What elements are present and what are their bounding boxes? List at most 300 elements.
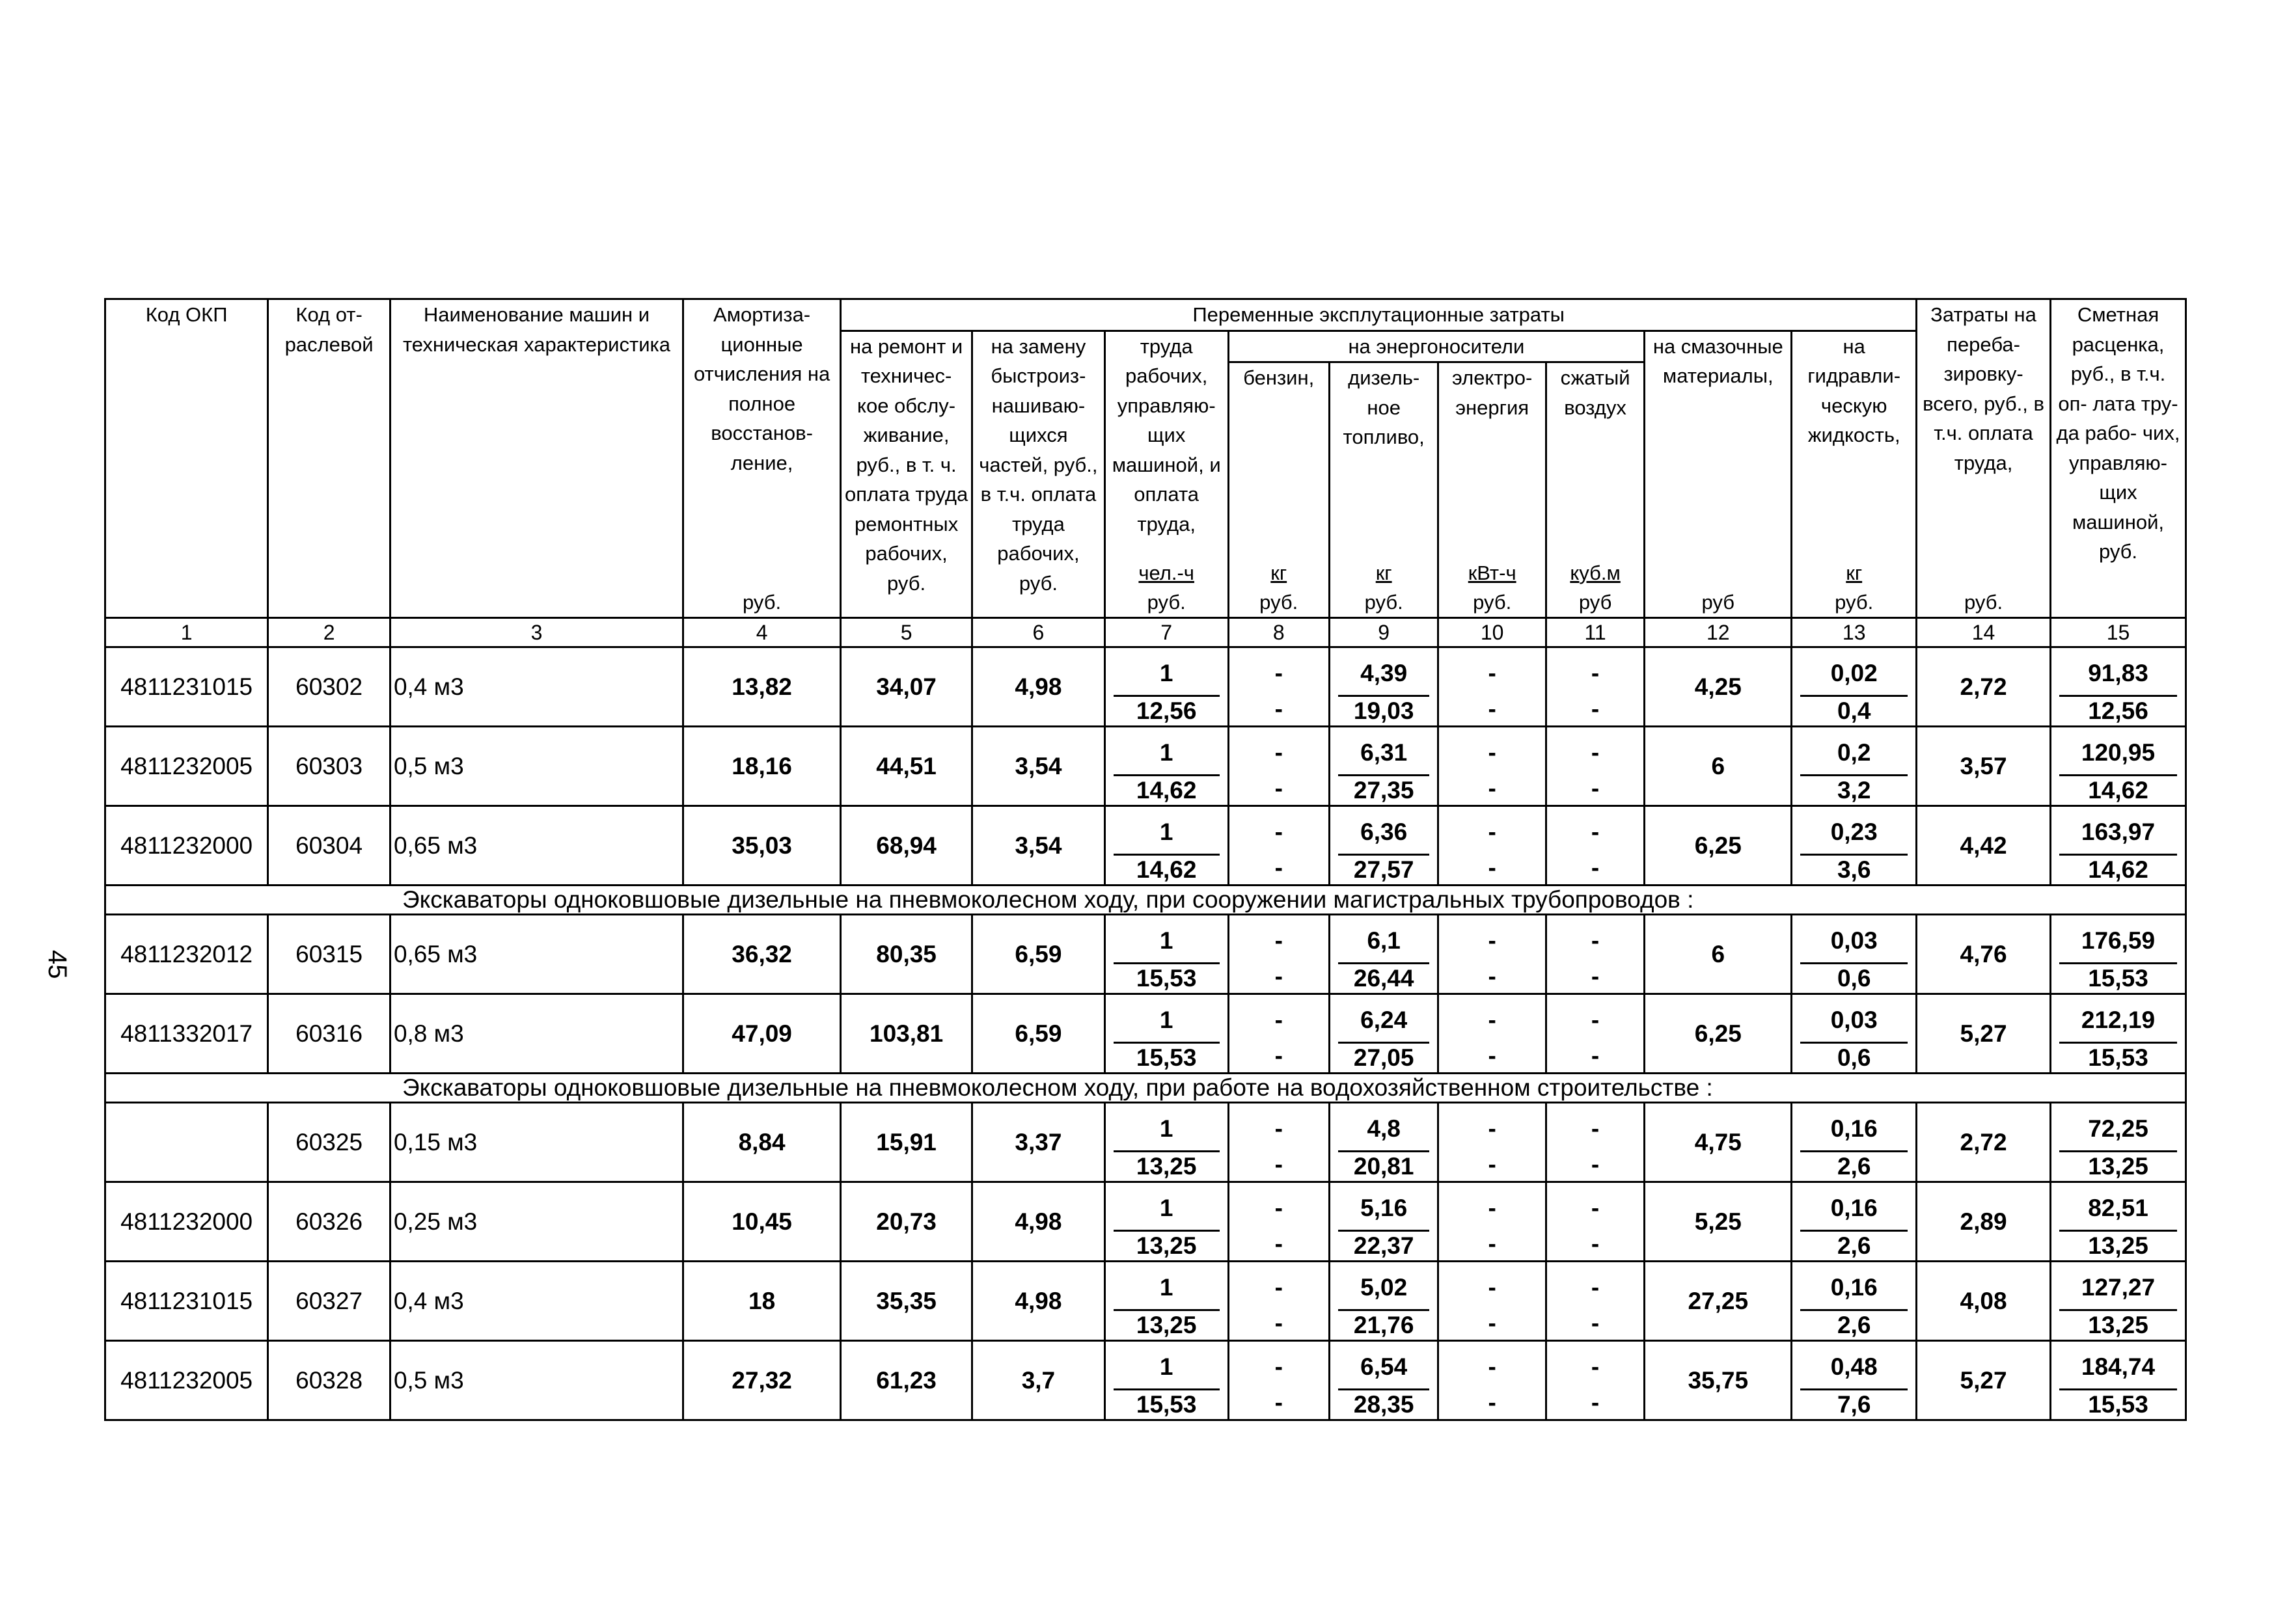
header-petrol <box>1228 362 1329 618</box>
page-number: 45 <box>43 950 72 979</box>
air-cost-bottom: - <box>1591 854 1600 881</box>
labor-cost <box>1104 727 1228 806</box>
parts-cost: 4,98 <box>972 1262 1105 1341</box>
hydraulic-cost-bottom: 3,6 <box>1837 856 1871 883</box>
amortization: 13,82 <box>683 647 841 727</box>
okp-code: 4811231015 <box>105 647 268 727</box>
column-number: 3 <box>390 618 683 647</box>
electricity-cost-top: - <box>1488 660 1496 686</box>
hydraulic-cost-bottom: 2,6 <box>1837 1153 1871 1180</box>
hydraulic-cost <box>1792 1103 1917 1182</box>
column-number: 15 <box>2050 618 2186 647</box>
electricity-cost <box>1438 1182 1546 1262</box>
relocation-cost: 2,89 <box>1917 1182 2051 1262</box>
air-cost-bottom: - <box>1591 1310 1600 1336</box>
hydraulic-cost-top: 0,16 <box>1800 1262 1908 1311</box>
amortization: 36,32 <box>683 915 841 994</box>
petrol-cost-top: - <box>1274 1353 1283 1380</box>
header-total: Сметная расценка, руб., в т.ч. оп- лата тру- да рабо- чих, управляю- щих машиной, руб. <box>2050 299 2186 618</box>
table-row <box>105 1262 2186 1341</box>
hydraulic-cost-top: 0,48 <box>1800 1342 1908 1390</box>
air-cost <box>1546 727 1644 806</box>
electricity-cost <box>1438 727 1546 806</box>
machine-name: 0,5 м3 <box>390 1341 683 1420</box>
labor-cost-bottom: 14,62 <box>1136 856 1197 883</box>
air-cost-bottom: - <box>1591 1151 1600 1178</box>
total-rate-bottom: 13,25 <box>2088 1312 2148 1338</box>
relocation-cost: 4,76 <box>1917 915 2051 994</box>
diesel-cost <box>1329 994 1438 1074</box>
okp-code <box>105 1103 268 1182</box>
diesel-cost-top: 6,24 <box>1338 995 1430 1044</box>
petrol-cost <box>1228 1182 1329 1262</box>
column-number: 7 <box>1104 618 1228 647</box>
petrol-cost-bottom: - <box>1274 696 1283 722</box>
branch-code: 60316 <box>268 994 391 1074</box>
labor-cost-bottom: 15,53 <box>1136 1391 1197 1418</box>
relocation-cost: 3,57 <box>1917 727 2051 806</box>
section-title: Экскаваторы одноковшовые дизельные на пневмоколесном ходу, при работе на водохозяйственном строительстве : <box>105 1074 2186 1103</box>
diesel-cost-bottom: 27,35 <box>1353 777 1414 804</box>
hydraulic-cost-bottom: 0,4 <box>1837 697 1871 724</box>
petrol-cost-bottom: - <box>1274 1310 1283 1336</box>
branch-code: 60315 <box>268 915 391 994</box>
header-relocation-unit: руб. <box>1964 590 2003 614</box>
total-rate <box>2050 915 2186 994</box>
header-labor-unit-top: чел.-ч <box>1138 561 1194 584</box>
electricity-cost <box>1438 1103 1546 1182</box>
labor-cost-top: 1 <box>1114 648 1220 697</box>
header-labor-text: труда рабочих, управляю- щих машиной, и оплата труда, <box>1112 334 1221 535</box>
diesel-cost-bottom: 20,81 <box>1353 1153 1414 1180</box>
header-name: Наименование машин и техническая характеристика <box>390 299 683 618</box>
okp-code: 4811232005 <box>105 727 268 806</box>
header-amortization-unit: руб. <box>743 590 782 614</box>
header-air <box>1546 362 1644 618</box>
labor-cost-top: 1 <box>1114 1183 1220 1232</box>
total-rate-bottom: 14,62 <box>2088 777 2148 804</box>
total-rate-top: 184,74 <box>2059 1342 2177 1390</box>
hydraulic-cost <box>1792 915 1917 994</box>
repair-cost: 68,94 <box>841 806 972 886</box>
table-row <box>105 915 2186 994</box>
petrol-cost-bottom: - <box>1274 1042 1283 1069</box>
labor-cost-bottom: 15,53 <box>1136 1044 1197 1071</box>
branch-code: 60326 <box>268 1182 391 1262</box>
header-diesel <box>1329 362 1438 618</box>
petrol-cost-bottom: - <box>1274 854 1283 881</box>
labor-cost <box>1104 1182 1228 1262</box>
repair-cost: 44,51 <box>841 727 972 806</box>
total-rate-bottom: 15,53 <box>2088 965 2148 992</box>
header-petrol-unit-top: кг <box>1270 561 1287 584</box>
column-number: 2 <box>268 618 391 647</box>
column-number: 11 <box>1546 618 1644 647</box>
okp-code: 4811232000 <box>105 1182 268 1262</box>
column-number: 12 <box>1645 618 1792 647</box>
diesel-cost <box>1329 806 1438 886</box>
machine-name: 0,5 м3 <box>390 727 683 806</box>
header-electricity <box>1438 362 1546 618</box>
air-cost-bottom: - <box>1591 1042 1600 1069</box>
electricity-cost-bottom: - <box>1488 1389 1496 1416</box>
total-rate-top: 176,59 <box>2059 915 2177 964</box>
amortization: 18,16 <box>683 727 841 806</box>
electricity-cost <box>1438 806 1546 886</box>
hydraulic-cost <box>1792 994 1917 1074</box>
diesel-cost <box>1329 1341 1438 1420</box>
header-amortization-text: Амортиза- ционные отчисления на полное восстанов- ление, <box>693 303 830 474</box>
relocation-cost: 2,72 <box>1917 647 2051 727</box>
electricity-cost-bottom: - <box>1488 775 1496 802</box>
air-cost <box>1546 915 1644 994</box>
hydraulic-cost-top: 0,2 <box>1800 727 1908 776</box>
petrol-cost-top: - <box>1274 927 1283 954</box>
electricity-cost <box>1438 1262 1546 1341</box>
electricity-cost-top: - <box>1488 927 1496 954</box>
air-cost <box>1546 1103 1644 1182</box>
parts-cost: 3,7 <box>972 1341 1105 1420</box>
header-electricity-unit-top: кВт-ч <box>1468 561 1516 584</box>
diesel-cost <box>1329 1103 1438 1182</box>
header-energy: на энергоносители <box>1228 331 1645 362</box>
header-petrol-text: бензин, <box>1243 366 1315 389</box>
total-rate-top: 120,95 <box>2059 727 2177 776</box>
parts-cost: 4,98 <box>972 647 1105 727</box>
branch-code: 60302 <box>268 647 391 727</box>
air-cost-top: - <box>1591 1115 1600 1142</box>
amortization: 10,45 <box>683 1182 841 1262</box>
okp-code: 4811232005 <box>105 1341 268 1420</box>
air-cost <box>1546 1182 1644 1262</box>
header-okp: Код ОКП <box>105 299 268 618</box>
diesel-cost <box>1329 915 1438 994</box>
total-rate <box>2050 1182 2186 1262</box>
petrol-cost <box>1228 806 1329 886</box>
header-hydraulic-unit-top: кг <box>1846 561 1863 584</box>
air-cost-bottom: - <box>1591 696 1600 722</box>
hydraulic-cost-bottom: 0,6 <box>1837 965 1871 992</box>
relocation-cost: 2,72 <box>1917 1103 2051 1182</box>
electricity-cost-bottom: - <box>1488 1310 1496 1336</box>
air-cost-top: - <box>1591 1195 1600 1221</box>
labor-cost <box>1104 915 1228 994</box>
table-row <box>105 1341 2186 1420</box>
branch-code: 60328 <box>268 1341 391 1420</box>
diesel-cost-top: 5,02 <box>1338 1262 1430 1311</box>
petrol-cost-bottom: - <box>1274 775 1283 802</box>
table-row <box>105 727 2186 806</box>
amortization: 35,03 <box>683 806 841 886</box>
header-electricity-unit-bot: руб. <box>1473 590 1512 614</box>
header-labor-unit-bot: руб. <box>1147 590 1186 614</box>
header-diesel-text: дизель- ное топливо, <box>1343 366 1425 448</box>
column-number: 4 <box>683 618 841 647</box>
branch-code: 60325 <box>268 1103 391 1182</box>
hydraulic-cost <box>1792 647 1917 727</box>
total-rate <box>2050 1262 2186 1341</box>
repair-cost: 103,81 <box>841 994 972 1074</box>
diesel-cost-top: 6,1 <box>1338 915 1430 964</box>
column-number: 1 <box>105 618 268 647</box>
amortization: 27,32 <box>683 1341 841 1420</box>
lube-cost: 6 <box>1645 915 1792 994</box>
petrol-cost <box>1228 994 1329 1074</box>
hydraulic-cost-top: 0,02 <box>1800 648 1908 697</box>
machine-name: 0,65 м3 <box>390 915 683 994</box>
air-cost-top: - <box>1591 1353 1600 1380</box>
diesel-cost <box>1329 1182 1438 1262</box>
column-number: 9 <box>1329 618 1438 647</box>
air-cost-top: - <box>1591 739 1600 766</box>
section-row <box>105 886 2186 915</box>
column-number: 5 <box>841 618 972 647</box>
electricity-cost-bottom: - <box>1488 963 1496 990</box>
column-numbers <box>105 618 2186 647</box>
repair-cost: 35,35 <box>841 1262 972 1341</box>
header-repair: на ремонт и техничес- кое обслу- живание, руб., в т. ч. оплата труда ремонтных рабочих, руб. <box>841 331 972 618</box>
total-rate-bottom: 15,53 <box>2088 1391 2148 1418</box>
electricity-cost <box>1438 1341 1546 1420</box>
air-cost-top: - <box>1591 819 1600 845</box>
air-cost-bottom: - <box>1591 1389 1600 1416</box>
header-amortization <box>683 299 841 618</box>
labor-cost <box>1104 806 1228 886</box>
relocation-cost: 4,42 <box>1917 806 2051 886</box>
total-rate <box>2050 994 2186 1074</box>
petrol-cost-bottom: - <box>1274 1151 1283 1178</box>
petrol-cost-bottom: - <box>1274 1230 1283 1257</box>
machine-cost-table <box>104 298 2187 1421</box>
amortization: 8,84 <box>683 1103 841 1182</box>
header-hydraulic-text: на гидравли- ческую жидкость, <box>1807 334 1901 446</box>
total-rate-top: 127,27 <box>2059 1262 2177 1311</box>
machine-name: 0,15 м3 <box>390 1103 683 1182</box>
lube-cost: 5,25 <box>1645 1182 1792 1262</box>
header-lube-unit: руб <box>1701 590 1735 614</box>
diesel-cost-bottom: 27,05 <box>1353 1044 1414 1071</box>
header-hydraulic <box>1792 331 1917 618</box>
repair-cost: 15,91 <box>841 1103 972 1182</box>
header-parts: на замену быстроиз- нашиваю- щихся частей, руб., в т.ч. оплата труда рабочих, руб. <box>972 331 1105 618</box>
petrol-cost-top: - <box>1274 739 1283 766</box>
table-body <box>105 647 2186 1420</box>
parts-cost: 6,59 <box>972 994 1105 1074</box>
air-cost-top: - <box>1591 1007 1600 1033</box>
petrol-cost <box>1228 1341 1329 1420</box>
air-cost-top: - <box>1591 1274 1600 1301</box>
parts-cost: 3,54 <box>972 806 1105 886</box>
hydraulic-cost-bottom: 2,6 <box>1837 1312 1871 1338</box>
electricity-cost <box>1438 994 1546 1074</box>
labor-cost-bottom: 14,62 <box>1136 777 1197 804</box>
branch-code: 60327 <box>268 1262 391 1341</box>
petrol-cost <box>1228 1103 1329 1182</box>
total-rate <box>2050 806 2186 886</box>
electricity-cost-bottom: - <box>1488 696 1496 722</box>
total-rate-top: 212,19 <box>2059 995 2177 1044</box>
header-labor <box>1104 331 1228 618</box>
labor-cost-bottom: 13,25 <box>1136 1153 1197 1180</box>
lube-cost: 6,25 <box>1645 994 1792 1074</box>
lube-cost: 4,25 <box>1645 647 1792 727</box>
electricity-cost-top: - <box>1488 819 1496 845</box>
diesel-cost-bottom: 26,44 <box>1353 965 1414 992</box>
hydraulic-cost-top: 0,03 <box>1800 915 1908 964</box>
parts-cost: 4,98 <box>972 1182 1105 1262</box>
column-number: 6 <box>972 618 1105 647</box>
petrol-cost <box>1228 727 1329 806</box>
petrol-cost-top: - <box>1274 1007 1283 1033</box>
hydraulic-cost <box>1792 806 1917 886</box>
diesel-cost-top: 4,39 <box>1338 648 1430 697</box>
electricity-cost-bottom: - <box>1488 1151 1496 1178</box>
total-rate-top: 72,25 <box>2059 1103 2177 1152</box>
hydraulic-cost-bottom: 3,2 <box>1837 777 1871 804</box>
labor-cost <box>1104 1341 1228 1420</box>
header-electricity-text: электро- энергия <box>1451 366 1533 419</box>
column-number: 13 <box>1792 618 1917 647</box>
okp-code: 4811232000 <box>105 806 268 886</box>
section-title: Экскаваторы одноковшовые дизельные на пневмоколесном ходу, при сооружении магистральных трубопроводов : <box>105 886 2186 915</box>
hydraulic-cost-bottom: 0,6 <box>1837 1044 1871 1071</box>
column-number: 14 <box>1917 618 2051 647</box>
total-rate-bottom: 13,25 <box>2088 1232 2148 1259</box>
machine-name: 0,8 м3 <box>390 994 683 1074</box>
labor-cost-top: 1 <box>1114 1342 1220 1390</box>
parts-cost: 3,37 <box>972 1103 1105 1182</box>
header-lube-text: на смазочные материалы, <box>1652 334 1783 387</box>
petrol-cost-top: - <box>1274 660 1283 686</box>
okp-code: 4811232012 <box>105 915 268 994</box>
okp-code: 4811231015 <box>105 1262 268 1341</box>
air-cost <box>1546 1262 1644 1341</box>
repair-cost: 20,73 <box>841 1182 972 1262</box>
machine-name: 0,4 м3 <box>390 647 683 727</box>
parts-cost: 3,54 <box>972 727 1105 806</box>
petrol-cost-top: - <box>1274 1115 1283 1142</box>
column-number: 8 <box>1228 618 1329 647</box>
total-rate-bottom: 15,53 <box>2088 1044 2148 1071</box>
petrol-cost-top: - <box>1274 1195 1283 1221</box>
total-rate <box>2050 727 2186 806</box>
electricity-cost-top: - <box>1488 1195 1496 1221</box>
relocation-cost: 5,27 <box>1917 1341 2051 1420</box>
repair-cost: 80,35 <box>841 915 972 994</box>
labor-cost <box>1104 1103 1228 1182</box>
petrol-cost <box>1228 1262 1329 1341</box>
repair-cost: 34,07 <box>841 647 972 727</box>
branch-code: 60304 <box>268 806 391 886</box>
electricity-cost-top: - <box>1488 1115 1496 1142</box>
labor-cost-bottom: 13,25 <box>1136 1312 1197 1338</box>
diesel-cost <box>1329 647 1438 727</box>
table-row <box>105 647 2186 727</box>
electricity-cost <box>1438 647 1546 727</box>
parts-cost: 6,59 <box>972 915 1105 994</box>
total-rate-bottom: 14,62 <box>2088 856 2148 883</box>
air-cost-bottom: - <box>1591 775 1600 802</box>
branch-code: 60303 <box>268 727 391 806</box>
electricity-cost <box>1438 915 1546 994</box>
electricity-cost-bottom: - <box>1488 1230 1496 1257</box>
hydraulic-cost-top: 0,23 <box>1800 807 1908 856</box>
machine-name: 0,65 м3 <box>390 806 683 886</box>
total-rate <box>2050 1103 2186 1182</box>
labor-cost-top: 1 <box>1114 807 1220 856</box>
header-relocation-text: Затраты на переба- зировку- всего, руб., в т.ч. оплата труда, <box>1923 303 2044 474</box>
header-lube <box>1645 331 1792 618</box>
header-hydraulic-unit-bot: руб. <box>1835 590 1874 614</box>
header-petrol-unit-bot: руб. <box>1259 590 1298 614</box>
relocation-cost: 4,08 <box>1917 1262 2051 1341</box>
table-row <box>105 806 2186 886</box>
diesel-cost-bottom: 21,76 <box>1353 1312 1414 1338</box>
petrol-cost-top: - <box>1274 1274 1283 1301</box>
lube-cost: 35,75 <box>1645 1341 1792 1420</box>
table-header <box>105 299 2186 618</box>
okp-code: 4811332017 <box>105 994 268 1074</box>
diesel-cost-top: 6,31 <box>1338 727 1430 776</box>
air-cost-top: - <box>1591 660 1600 686</box>
column-number: 10 <box>1438 618 1546 647</box>
header-diesel-unit-bot: руб. <box>1364 590 1403 614</box>
labor-cost <box>1104 647 1228 727</box>
table-row <box>105 1182 2186 1262</box>
total-rate-top: 163,97 <box>2059 807 2177 856</box>
header-air-text: сжатый воздух <box>1560 366 1630 419</box>
air-cost <box>1546 806 1644 886</box>
diesel-cost-bottom: 28,35 <box>1353 1391 1414 1418</box>
diesel-cost-bottom: 19,03 <box>1353 697 1414 724</box>
electricity-cost-top: - <box>1488 1007 1496 1033</box>
total-rate-top: 91,83 <box>2059 648 2177 697</box>
petrol-cost-top: - <box>1274 819 1283 845</box>
air-cost-top: - <box>1591 927 1600 954</box>
hydraulic-cost-top: 0,16 <box>1800 1103 1908 1152</box>
machine-name: 0,25 м3 <box>390 1182 683 1262</box>
labor-cost <box>1104 1262 1228 1341</box>
labor-cost-top: 1 <box>1114 1103 1220 1152</box>
header-relocation <box>1917 299 2051 618</box>
relocation-cost: 5,27 <box>1917 994 2051 1074</box>
electricity-cost-bottom: - <box>1488 1042 1496 1069</box>
header-branch-code: Код от- раслевой <box>268 299 391 618</box>
labor-cost-top: 1 <box>1114 1262 1220 1311</box>
diesel-cost-bottom: 27,57 <box>1353 856 1414 883</box>
section-row <box>105 1074 2186 1103</box>
hydraulic-cost-bottom: 7,6 <box>1837 1391 1871 1418</box>
hydraulic-cost-bottom: 2,6 <box>1837 1232 1871 1259</box>
diesel-cost-top: 5,16 <box>1338 1183 1430 1232</box>
machine-name: 0,4 м3 <box>390 1262 683 1341</box>
repair-cost: 61,23 <box>841 1341 972 1420</box>
lube-cost: 6,25 <box>1645 806 1792 886</box>
petrol-cost-bottom: - <box>1274 1389 1283 1416</box>
petrol-cost <box>1228 915 1329 994</box>
air-cost-bottom: - <box>1591 1230 1600 1257</box>
table-row <box>105 1103 2186 1182</box>
header-air-unit-top: куб.м <box>1570 561 1621 584</box>
air-cost-bottom: - <box>1591 963 1600 990</box>
header-diesel-unit-top: кг <box>1375 561 1392 584</box>
lube-cost: 27,25 <box>1645 1262 1792 1341</box>
labor-cost-bottom: 15,53 <box>1136 965 1197 992</box>
diesel-cost <box>1329 727 1438 806</box>
total-rate <box>2050 1341 2186 1420</box>
electricity-cost-top: - <box>1488 1353 1496 1380</box>
air-cost <box>1546 994 1644 1074</box>
